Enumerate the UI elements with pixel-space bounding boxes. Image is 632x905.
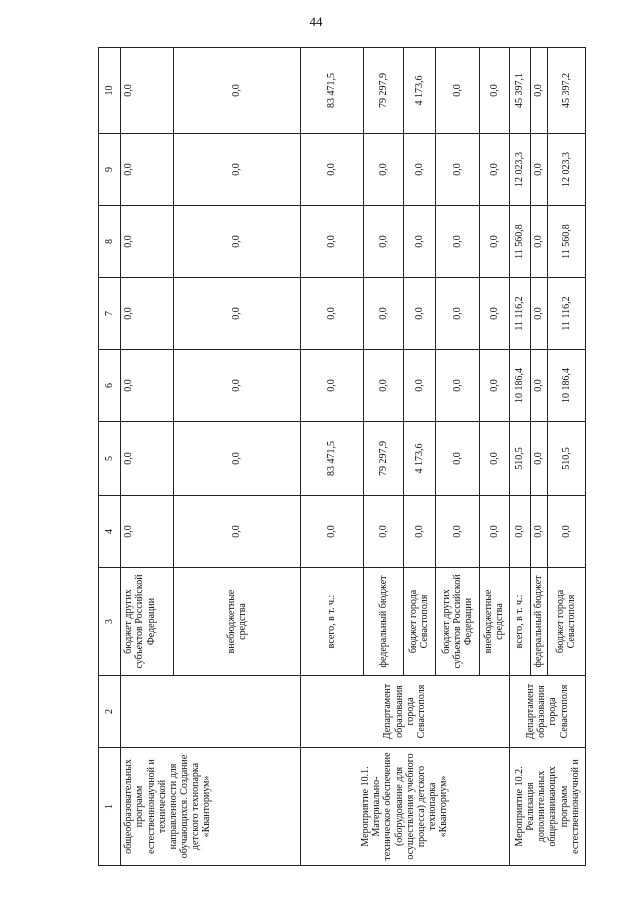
header-cell: 10: [99, 48, 121, 134]
value-cell: 11 116,2: [509, 278, 530, 350]
value-cell: 0,0: [173, 278, 300, 350]
value-cell: 45 397,1: [509, 48, 530, 134]
funding-source-cell: федеральный бюджет: [530, 568, 547, 676]
value-cell: 0,0: [300, 496, 363, 568]
event-description-cell: Мероприятие 10.1. Материально-техническое обеспечение (оборудование для осуществления учебного процесса) детского технопарка «Кванториум»: [300, 748, 509, 866]
value-cell: 0,0: [480, 206, 510, 278]
value-cell: 0,0: [404, 206, 436, 278]
value-cell: 79 297,9: [364, 48, 404, 134]
value-cell: 0,0: [121, 278, 174, 350]
budget-table-rotated: [98, 48, 586, 866]
value-cell: 0,0: [121, 422, 174, 496]
value-cell: 4 173,6: [404, 48, 436, 134]
event-description-cell: общеобразовательных программ естественнонаучной и технической направленности для обучающихся. Создание детского технопарка «Кванториум»: [121, 748, 301, 866]
value-cell: 4 173,6: [404, 422, 436, 496]
value-cell: 0,0: [480, 278, 510, 350]
funding-source-cell: всего, в т. ч.:: [509, 568, 530, 676]
value-cell: 0,0: [173, 422, 300, 496]
header-cell: 7: [99, 278, 121, 350]
funding-source-cell: бюджет города Севастополя: [547, 568, 585, 676]
budget-table: [98, 47, 586, 866]
value-cell: 0,0: [509, 496, 530, 568]
value-cell: 0,0: [300, 350, 363, 422]
rotated-table-container: [98, 48, 586, 866]
value-cell: 0,0: [480, 48, 510, 134]
value-cell: 0,0: [300, 134, 363, 206]
value-cell: 0,0: [121, 350, 174, 422]
value-cell: 0,0: [121, 48, 174, 134]
header-cell: 1: [99, 748, 121, 866]
value-cell: 0,0: [435, 350, 479, 422]
value-cell: 0,0: [364, 206, 404, 278]
value-cell: 0,0: [404, 350, 436, 422]
funding-source-cell: внебюджетные средства: [480, 568, 510, 676]
value-cell: 0,0: [530, 278, 547, 350]
header-cell: 6: [99, 350, 121, 422]
value-cell: 0,0: [173, 48, 300, 134]
value-cell: 0,0: [364, 496, 404, 568]
value-cell: 0,0: [121, 134, 174, 206]
value-cell: 45 397,2: [547, 48, 585, 134]
value-cell: 0,0: [300, 278, 363, 350]
value-cell: 0,0: [435, 496, 479, 568]
value-cell: 11 560,8: [509, 206, 530, 278]
value-cell: 0,0: [530, 206, 547, 278]
value-cell: 0,0: [435, 422, 479, 496]
header-cell: 5: [99, 422, 121, 496]
value-cell: 83 471,5: [300, 422, 363, 496]
department-cell: Департамент образования города Севастополя: [509, 676, 585, 748]
value-cell: 10 186,4: [547, 350, 585, 422]
value-cell: 0,0: [530, 134, 547, 206]
value-cell: 0,0: [435, 206, 479, 278]
value-cell: 0,0: [173, 350, 300, 422]
value-cell: 0,0: [121, 496, 174, 568]
value-cell: 0,0: [173, 496, 300, 568]
table-row: [121, 48, 174, 866]
value-cell: 11 116,2: [547, 278, 585, 350]
table-row: [300, 48, 363, 866]
funding-source-cell: бюджет города Севастополя: [404, 568, 436, 676]
value-cell: 0,0: [480, 134, 510, 206]
funding-source-cell: внебюджетные средства: [173, 568, 300, 676]
value-cell: 0,0: [173, 134, 300, 206]
value-cell: 0,0: [404, 496, 436, 568]
department-cell-empty: [121, 676, 301, 748]
table-row: [509, 48, 530, 866]
value-cell: 0,0: [404, 278, 436, 350]
value-cell: 0,0: [435, 278, 479, 350]
header-cell: 8: [99, 206, 121, 278]
value-cell: 0,0: [364, 134, 404, 206]
department-cell: Департамент образования города Севастополя: [300, 676, 509, 748]
value-cell: 510,5: [509, 422, 530, 496]
value-cell: 0,0: [530, 496, 547, 568]
value-cell: 12 023,3: [547, 134, 585, 206]
header-cell: 3: [99, 568, 121, 676]
funding-source-cell: всего, в т. ч.:: [300, 568, 363, 676]
value-cell: 0,0: [435, 48, 479, 134]
funding-source-cell: бюджет других субъектов Российской Федерации: [121, 568, 174, 676]
value-cell: 0,0: [300, 206, 363, 278]
value-cell: 510,5: [547, 422, 585, 496]
header-row: [99, 48, 121, 866]
value-cell: 0,0: [480, 350, 510, 422]
value-cell: 0,0: [364, 278, 404, 350]
value-cell: 12 023,3: [509, 134, 530, 206]
value-cell: 0,0: [173, 206, 300, 278]
value-cell: 0,0: [530, 48, 547, 134]
value-cell: 83 471,5: [300, 48, 363, 134]
value-cell: 0,0: [121, 206, 174, 278]
value-cell: 0,0: [435, 134, 479, 206]
header-cell: 4: [99, 496, 121, 568]
page-number: 44: [309, 14, 323, 29]
value-cell: 0,0: [530, 422, 547, 496]
value-cell: 0,0: [480, 496, 510, 568]
value-cell: 0,0: [480, 422, 510, 496]
value-cell: 10 186,4: [509, 350, 530, 422]
funding-source-cell: бюджет других субъектов Российской Федерации: [435, 568, 479, 676]
value-cell: 0,0: [547, 496, 585, 568]
value-cell: 0,0: [364, 350, 404, 422]
header-cell: 2: [99, 676, 121, 748]
funding-source-cell: федеральный бюджет: [364, 568, 404, 676]
value-cell: 79 297,9: [364, 422, 404, 496]
event-description-cell: Мероприятие 10.2. Реализация дополнительных общеразвивающих программ естественнонаучной и: [509, 748, 585, 866]
header-cell: 9: [99, 134, 121, 206]
value-cell: 11 560,8: [547, 206, 585, 278]
value-cell: 0,0: [530, 350, 547, 422]
value-cell: 0,0: [404, 134, 436, 206]
